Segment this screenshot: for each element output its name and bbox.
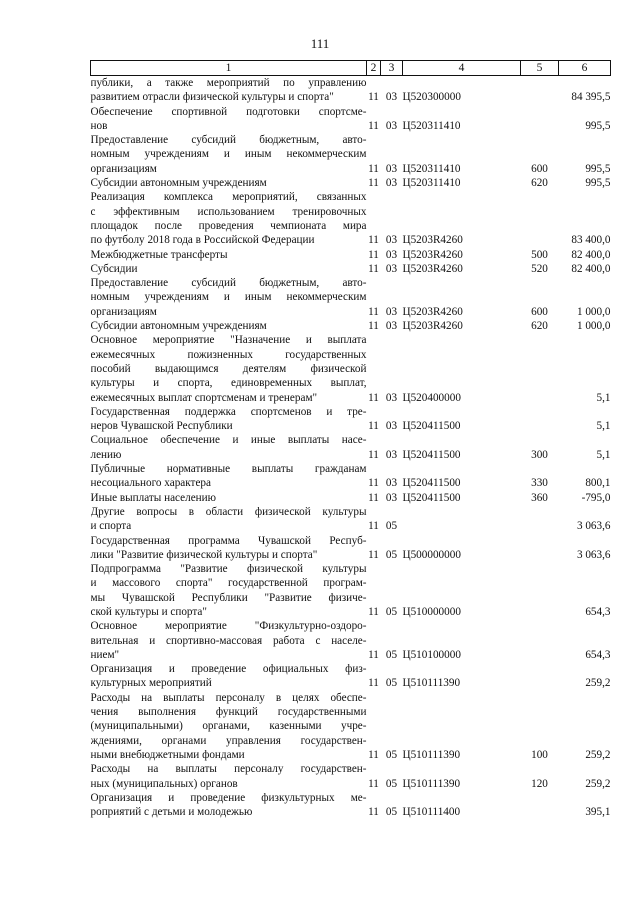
description-line: Организация и проведение официальных физ- bbox=[90, 663, 367, 676]
amount: 83 400,0 bbox=[571, 234, 611, 247]
target-article-code: Ц520300000 bbox=[402, 91, 461, 104]
subsection-code: 03 bbox=[385, 391, 398, 404]
target-article-code: Ц520411500 bbox=[402, 448, 461, 461]
row-description bbox=[91, 319, 367, 333]
table-row bbox=[91, 662, 611, 691]
description-line: (муниципальными) органами, казенными учре- bbox=[90, 720, 367, 733]
amount: 259,2 bbox=[585, 677, 611, 690]
subsection-code: 05 bbox=[385, 777, 398, 790]
section-code: 11 bbox=[368, 320, 379, 333]
section-code: 11 bbox=[368, 491, 379, 504]
subsection-code: 05 bbox=[385, 605, 398, 618]
subsection-code: 05 bbox=[385, 520, 398, 533]
expense-type-code bbox=[521, 505, 559, 534]
section-code: 11 bbox=[368, 806, 379, 819]
subsection-code: 05 bbox=[385, 648, 398, 661]
description-line: роприятий с детьми и молодежью bbox=[90, 806, 253, 819]
amount: 1 000,0 bbox=[576, 305, 611, 318]
description-line: площадок после проведения чемпионата мира bbox=[90, 219, 367, 232]
row-description bbox=[91, 190, 367, 247]
description-line: ными внебюджетными фондами bbox=[90, 748, 245, 761]
target-article-code: Ц5203R4260 bbox=[402, 320, 463, 333]
column-header: 3 bbox=[381, 61, 403, 76]
target-article-code: Ц510000000 bbox=[402, 605, 461, 618]
target-article-code: Ц510111390 bbox=[402, 777, 461, 790]
row-description bbox=[91, 248, 367, 262]
expense-type-code: 520 bbox=[531, 262, 548, 275]
target-article-code: Ц520311410 bbox=[402, 119, 461, 132]
description-line: ской культуры и спорта" bbox=[90, 605, 207, 618]
target-article-code: Ц510100000 bbox=[402, 648, 461, 661]
description-line: Субсидии bbox=[90, 262, 138, 275]
subsection-code: 03 bbox=[385, 477, 398, 490]
row-description bbox=[91, 762, 367, 791]
target-article-code: Ц520411500 bbox=[402, 477, 461, 490]
section-code: 11 bbox=[368, 448, 379, 461]
amount: 84 395,5 bbox=[571, 91, 611, 104]
description-line: организациям bbox=[90, 305, 157, 318]
row-description bbox=[91, 433, 367, 462]
description-line: Обеспечение спортивной подготовки спортсме- bbox=[90, 105, 367, 118]
target-article-code: Ц520400000 bbox=[402, 391, 461, 404]
amount: 5,1 bbox=[596, 448, 611, 461]
description-line: неров Чувашской Республики bbox=[90, 420, 233, 433]
amount: 654,3 bbox=[585, 648, 611, 661]
expense-type-code bbox=[521, 562, 559, 619]
table-header-row bbox=[91, 61, 611, 76]
description-line: Расходы на выплаты персоналу в целях обеспе- bbox=[90, 691, 367, 704]
description-line: Социальное обеспечение и иные выплаты насе- bbox=[90, 434, 367, 447]
budget-table bbox=[90, 60, 611, 819]
description-line: Организация и проведение физкультурных ме- bbox=[90, 791, 367, 804]
description-line: номным учреждениям и иным некоммерческим bbox=[90, 291, 367, 304]
row-description bbox=[91, 76, 367, 105]
row-description bbox=[91, 691, 367, 762]
amount: 995,5 bbox=[585, 162, 611, 175]
table-body bbox=[91, 76, 611, 820]
table-row bbox=[91, 534, 611, 563]
subsection-code: 03 bbox=[385, 91, 398, 104]
row-description bbox=[91, 791, 367, 820]
row-description bbox=[91, 133, 367, 176]
table-row bbox=[91, 691, 611, 762]
amount: 3 063,6 bbox=[576, 548, 611, 561]
expense-type-code: 300 bbox=[531, 448, 548, 461]
section-code: 11 bbox=[368, 119, 379, 132]
table-row bbox=[91, 491, 611, 505]
expense-type-code: 120 bbox=[531, 777, 548, 790]
amount: 800,1 bbox=[585, 477, 611, 490]
description-line: Иные выплаты населению bbox=[90, 491, 216, 504]
description-line: и массового спорта" государственной програм- bbox=[90, 577, 367, 590]
description-line: лики "Развитие физической культуры и спорта" bbox=[90, 548, 318, 561]
description-line: ежемесячных выплат спортсменам и тренерам" bbox=[90, 391, 318, 404]
target-article-code: Ц5203R4260 bbox=[402, 248, 463, 261]
table-row bbox=[91, 619, 611, 662]
description-line: публики, а также мероприятий по управлению bbox=[90, 77, 367, 89]
expense-type-code: 500 bbox=[531, 248, 548, 261]
description-line: ждениями, органами управления государствен- bbox=[90, 734, 367, 747]
row-description bbox=[91, 262, 367, 276]
description-line: по футболу 2018 года в Российской Федерации bbox=[90, 234, 315, 247]
column-header: 1 bbox=[91, 61, 367, 76]
target-article-code bbox=[403, 505, 521, 534]
expense-type-code: 330 bbox=[531, 477, 548, 490]
subsection-code: 03 bbox=[385, 177, 398, 190]
section-code: 11 bbox=[368, 748, 379, 761]
description-line: развитием отрасли физической культуры и спорта" bbox=[90, 91, 334, 104]
subsection-code: 03 bbox=[385, 448, 398, 461]
target-article-code: Ц520411500 bbox=[402, 420, 461, 433]
amount: 395,1 bbox=[585, 806, 611, 819]
section-code: 11 bbox=[368, 262, 379, 275]
amount: 654,3 bbox=[585, 605, 611, 618]
row-description bbox=[91, 333, 367, 404]
table-row bbox=[91, 405, 611, 434]
subsection-code: 03 bbox=[385, 420, 398, 433]
description-line: Предоставление субсидий бюджетным, авто- bbox=[90, 277, 367, 290]
subsection-code: 03 bbox=[385, 234, 398, 247]
description-line: Государственная программа Чувашской Респуб- bbox=[90, 534, 367, 547]
target-article-code: Ц500000000 bbox=[402, 548, 461, 561]
table-row bbox=[91, 105, 611, 134]
section-code: 11 bbox=[368, 391, 379, 404]
section-code: 11 bbox=[368, 248, 379, 261]
table-row bbox=[91, 248, 611, 262]
table-row bbox=[91, 76, 611, 105]
subsection-code: 03 bbox=[385, 320, 398, 333]
expense-type-code bbox=[521, 190, 559, 247]
target-article-code: Ц5203R4260 bbox=[402, 262, 463, 275]
expense-type-code: 360 bbox=[531, 491, 548, 504]
column-header: 4 bbox=[403, 61, 521, 76]
description-line: Основное мероприятие "Физкультурно-оздоро- bbox=[90, 620, 367, 633]
row-description bbox=[91, 491, 367, 505]
description-line: и спорта bbox=[90, 520, 132, 533]
subsection-code: 03 bbox=[385, 162, 398, 175]
amount: 3 063,6 bbox=[576, 520, 611, 533]
table-row bbox=[91, 133, 611, 176]
row-description bbox=[91, 105, 367, 134]
amount: 259,2 bbox=[585, 748, 611, 761]
description-line: культурных мероприятий bbox=[90, 677, 212, 690]
subsection-code: 05 bbox=[385, 806, 398, 819]
table-row bbox=[91, 762, 611, 791]
table-row bbox=[91, 319, 611, 333]
description-line: вительная и спортивно-массовая работа с населе- bbox=[90, 634, 367, 647]
target-article-code: Ц5203R4260 bbox=[402, 305, 463, 318]
expense-type-code bbox=[521, 534, 559, 563]
table-row bbox=[91, 176, 611, 190]
row-description bbox=[91, 176, 367, 190]
amount: 995,5 bbox=[585, 177, 611, 190]
expense-type-code: 600 bbox=[531, 162, 548, 175]
expense-type-code: 600 bbox=[531, 305, 548, 318]
section-code: 11 bbox=[368, 677, 379, 690]
subsection-code: 03 bbox=[385, 119, 398, 132]
section-code: 11 bbox=[368, 548, 379, 561]
row-description bbox=[91, 662, 367, 691]
subsection-code: 05 bbox=[385, 548, 398, 561]
table-row bbox=[91, 190, 611, 247]
table-row bbox=[91, 433, 611, 462]
row-description bbox=[91, 619, 367, 662]
target-article-code: Ц520311410 bbox=[402, 162, 461, 175]
description-line: чения выполнения функций государственными bbox=[90, 706, 367, 719]
amount: 259,2 bbox=[585, 777, 611, 790]
description-line: мы Чувашской Республики "Развитие физиче- bbox=[90, 591, 367, 604]
row-description bbox=[91, 505, 367, 534]
row-description bbox=[91, 462, 367, 491]
section-code: 11 bbox=[368, 605, 379, 618]
description-line: организациям bbox=[90, 162, 157, 175]
subsection-code: 05 bbox=[385, 677, 398, 690]
section-code: 11 bbox=[368, 648, 379, 661]
table-row bbox=[91, 791, 611, 820]
expense-type-code bbox=[521, 105, 559, 134]
expense-type-code: 620 bbox=[531, 177, 548, 190]
description-line: Расходы на выплаты персоналу государствен- bbox=[90, 763, 367, 776]
expense-type-code bbox=[521, 662, 559, 691]
description-line: нов bbox=[90, 119, 108, 132]
description-line: Государственная поддержка спортсменов и тре- bbox=[90, 405, 367, 418]
description-line: Предоставление субсидий бюджетным, авто- bbox=[90, 134, 367, 147]
table-row bbox=[91, 276, 611, 319]
amount: 5,1 bbox=[596, 420, 611, 433]
column-header: 5 bbox=[521, 61, 559, 76]
page-number: 111 bbox=[310, 36, 330, 51]
table-row bbox=[91, 333, 611, 404]
description-line: Субсидии автономным учреждениям bbox=[90, 177, 267, 190]
description-line: Публичные нормативные выплаты гражданам bbox=[90, 463, 367, 476]
description-line: пособий выдающимся деятелям физической bbox=[90, 362, 367, 375]
description-line: Реализация комплекса мероприятий, связанных bbox=[90, 191, 367, 204]
subsection-code: 03 bbox=[385, 491, 398, 504]
table-row bbox=[91, 562, 611, 619]
section-code: 11 bbox=[368, 777, 379, 790]
column-header: 2 bbox=[367, 61, 381, 76]
section-code: 11 bbox=[368, 91, 379, 104]
description-line: культуры и спорта, единовременных выплат, bbox=[90, 377, 367, 390]
description-line: ных (муниципальных) органов bbox=[90, 777, 238, 790]
amount: 5,1 bbox=[596, 391, 611, 404]
section-code: 11 bbox=[368, 234, 379, 247]
description-line: лению bbox=[90, 448, 122, 461]
section-code: 11 bbox=[368, 305, 379, 318]
description-line: Межбюджетные трансферты bbox=[90, 248, 228, 261]
description-line: Подпрограмма "Развитие физической культуры bbox=[90, 563, 367, 576]
table-row bbox=[91, 505, 611, 534]
row-description bbox=[91, 276, 367, 319]
amount: 82 400,0 bbox=[571, 262, 611, 275]
amount: -795,0 bbox=[581, 491, 611, 504]
target-article-code: Ц510111390 bbox=[402, 748, 461, 761]
description-line: с эффективным использованием тренировочных bbox=[90, 205, 367, 218]
target-article-code: Ц510111400 bbox=[402, 806, 461, 819]
description-line: номным учреждениям и иным некоммерческим bbox=[90, 148, 367, 161]
table-row bbox=[91, 462, 611, 491]
amount: 82 400,0 bbox=[571, 248, 611, 261]
subsection-code: 05 bbox=[385, 748, 398, 761]
subsection-code: 03 bbox=[385, 248, 398, 261]
expense-type-code bbox=[521, 405, 559, 434]
description-line: Субсидии автономным учреждениям bbox=[90, 320, 267, 333]
description-line: несоциального характера bbox=[90, 477, 211, 490]
column-header: 6 bbox=[559, 61, 611, 76]
expense-type-code: 100 bbox=[531, 748, 548, 761]
row-description bbox=[91, 405, 367, 434]
expense-type-code: 620 bbox=[531, 320, 548, 333]
expense-type-code bbox=[521, 333, 559, 404]
expense-type-code bbox=[521, 76, 559, 105]
amount: 1 000,0 bbox=[576, 320, 611, 333]
section-code: 11 bbox=[368, 520, 379, 533]
target-article-code: Ц520411500 bbox=[402, 491, 461, 504]
section-code: 11 bbox=[368, 177, 379, 190]
expense-type-code bbox=[521, 619, 559, 662]
amount: 995,5 bbox=[585, 119, 611, 132]
target-article-code: Ц510111390 bbox=[402, 677, 461, 690]
row-description bbox=[91, 534, 367, 563]
row-description bbox=[91, 562, 367, 619]
target-article-code: Ц5203R4260 bbox=[402, 234, 463, 247]
description-line: Другие вопросы в области физической культуры bbox=[90, 505, 367, 518]
expense-type-code bbox=[521, 791, 559, 820]
table-row bbox=[91, 262, 611, 276]
subsection-code: 03 bbox=[385, 262, 398, 275]
description-line: нием" bbox=[90, 648, 120, 661]
target-article-code: Ц520311410 bbox=[402, 177, 461, 190]
section-code: 11 bbox=[368, 420, 379, 433]
section-code: 11 bbox=[368, 477, 379, 490]
description-line: ежемесячных пожизненных государственных bbox=[90, 348, 367, 361]
section-code: 11 bbox=[368, 162, 379, 175]
subsection-code: 03 bbox=[385, 305, 398, 318]
description-line: Основное мероприятие "Назначение и выплата bbox=[90, 334, 367, 347]
